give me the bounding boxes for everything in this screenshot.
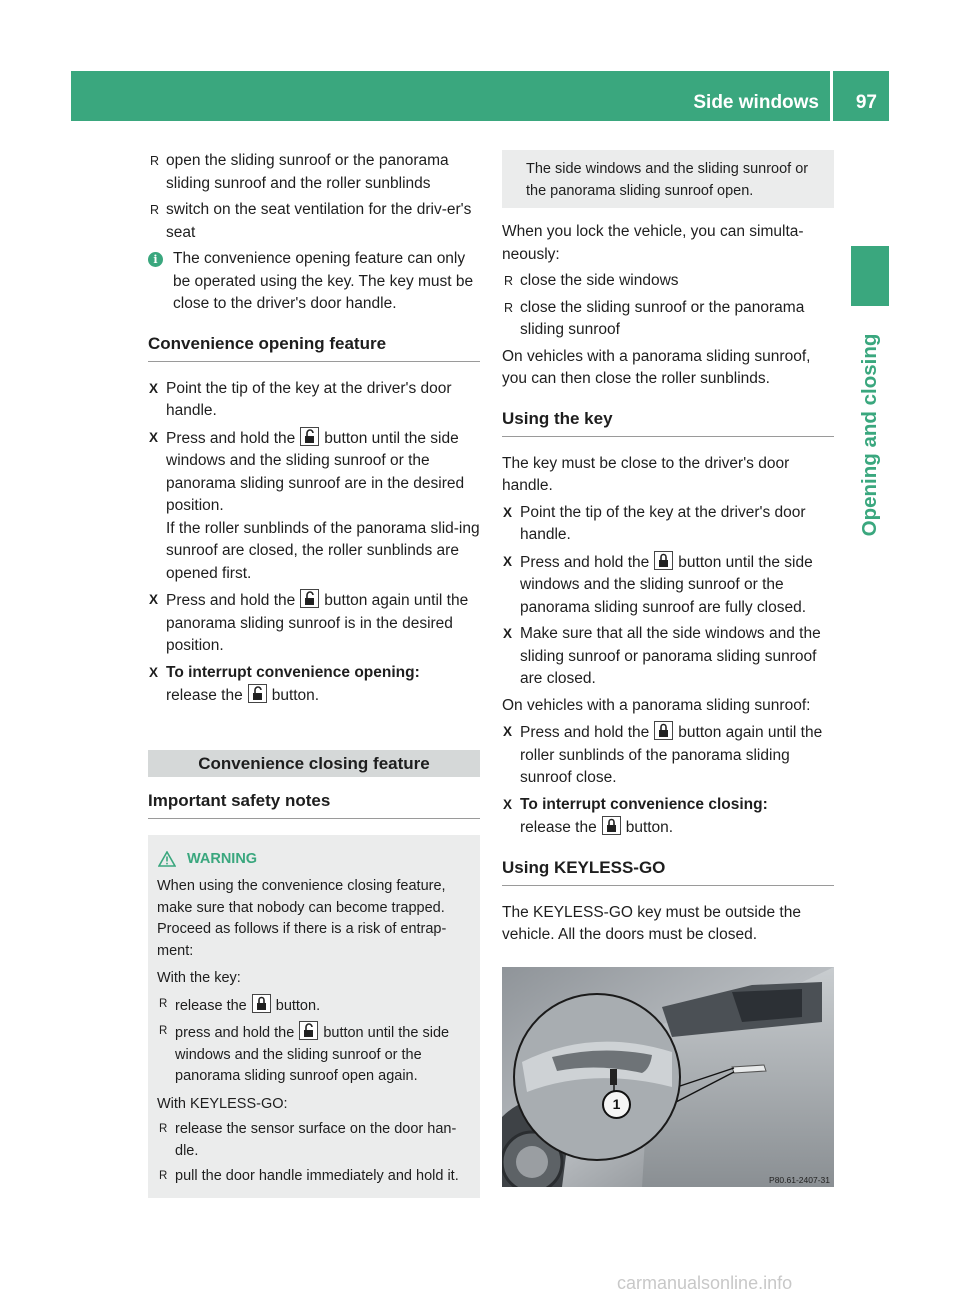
door-handle-photo — [502, 967, 834, 1187]
key-heading: Using the key — [502, 407, 834, 437]
image-code: P80.61-2407-31 — [769, 1174, 830, 1185]
step-item — [148, 427, 480, 586]
result-note-box: The side windows and the sliding sunroof or the panorama sliding sunroof open. — [502, 150, 834, 208]
step-text: button until the side windows and the sliding sunroof or the panorama sliding sunroof are fully closed. — [520, 553, 813, 616]
list-text: release the — [175, 997, 247, 1014]
info-note — [148, 248, 480, 316]
list-item: R release the sensor surface on the door han-dle. — [157, 1119, 473, 1162]
list-item — [157, 1021, 473, 1088]
step-item — [148, 589, 480, 658]
car-door-illustration — [502, 967, 834, 1187]
list-item: R switch on the seat ventilation for the driv-er's seat — [148, 199, 480, 244]
right-column — [502, 150, 834, 1187]
step-text: button. — [271, 687, 320, 704]
header-divider — [830, 71, 833, 121]
list-text: button. — [275, 997, 321, 1014]
lock-icon — [252, 994, 271, 1013]
page-header — [71, 71, 889, 121]
chapter-tab — [846, 320, 894, 550]
step-item: X Point the tip of the key at the driver's door handle. — [502, 502, 834, 547]
closing-heading: Convenience closing feature — [148, 750, 480, 777]
list-text: button until the side windows and the sliding sunroof or the panorama sliding sunroof open again. — [175, 1025, 450, 1084]
step-text: button again until the panorama sliding sunroof is in the desired position. — [166, 592, 469, 654]
warning-label: WARNING — [187, 850, 258, 867]
warning-box — [148, 835, 480, 1198]
left-column — [148, 150, 480, 1198]
warning-triangle-icon — [158, 851, 176, 875]
footer-watermark[interactable]: carmanualsonline.info — [617, 1273, 793, 1293]
step-text: Press and hold the — [166, 592, 296, 609]
unlock-icon — [300, 589, 319, 608]
list-item: R close the sliding sunroof or the panorama sliding sunroof — [502, 297, 834, 342]
warning-text: When using the convenience closing feature, make sure that nobody can become trapped. Proceed as follows if there is a risk of entrap-ment: — [157, 878, 447, 959]
step-text: Press and hold the — [520, 724, 650, 741]
step-item — [502, 794, 834, 840]
keyless-intro: The KEYLESS-GO key must be outside the vehicle. All the doors must be closed. — [502, 903, 801, 943]
panorama-note: On vehicles with a panorama sliding sunroof, you can then close the roller sunblinds. — [502, 347, 811, 387]
step-text: button until the side windows and the sliding sunroof or the panorama sliding sunroof are in the desired position. — [166, 429, 465, 514]
info-note-text: The convenience opening feature can only be operated using the key. The key must be close to the driver's door handle. — [173, 250, 474, 312]
panorama-intro: On vehicles with a panorama sliding sunroof: — [502, 696, 811, 714]
keyless-heading: Using KEYLESS-GO — [502, 856, 834, 886]
unlock-icon — [299, 1021, 318, 1040]
page-number: 97 — [855, 92, 877, 113]
chapter-title: Opening and closing — [857, 333, 881, 537]
key-intro: The key must be close to the driver's door handle. — [502, 454, 790, 494]
step-item — [502, 721, 834, 790]
list-text: press and hold the — [175, 1025, 295, 1041]
step-item — [148, 662, 480, 708]
unlock-icon — [248, 684, 267, 703]
step-item: X Point the tip of the key at the driver's door handle. — [148, 378, 480, 423]
lock-intro: When you lock the vehicle, you can simulta-neously: — [502, 223, 804, 263]
list-item — [157, 994, 473, 1018]
unlock-icon — [300, 427, 319, 446]
warning-subhead: With KEYLESS-GO: — [157, 1095, 288, 1112]
chapter-marker — [851, 246, 889, 306]
step-title: To interrupt convenience opening: — [166, 663, 420, 681]
lock-icon — [654, 551, 673, 570]
step-item: X Make sure that all the side windows and the sliding sunroof or panorama sliding sunroof are closed. — [502, 623, 834, 691]
step-text: Press and hold the — [166, 429, 296, 447]
section-title: Side windows — [693, 92, 819, 113]
lock-icon — [602, 816, 621, 835]
step-text: release the — [166, 687, 243, 704]
step-text: If the roller sunblinds of the panorama slid-ing sunroof are closed, the roller sunblinds are opened first. — [166, 519, 480, 582]
warning-subhead: With the key: — [157, 970, 241, 986]
safety-heading: Important safety notes — [148, 789, 480, 819]
list-item: R open the sliding sunroof or the panorama sliding sunroof and the roller sunblinds — [148, 150, 480, 195]
step-text: Press and hold the — [520, 553, 650, 571]
warning-title — [157, 849, 473, 871]
list-item: R close the side windows — [502, 270, 834, 293]
list-item: R pull the door handle immediately and hold it. — [157, 1166, 473, 1188]
lock-icon — [654, 721, 673, 740]
step-text: button. — [625, 819, 674, 836]
step-title: To interrupt convenience closing: — [520, 795, 768, 813]
callout-1: 1 — [602, 1090, 631, 1119]
step-item — [502, 551, 834, 620]
step-text: release the — [520, 819, 597, 836]
info-icon: i — [148, 252, 163, 267]
opening-heading: Convenience opening feature — [148, 332, 480, 362]
step-text: button again until the roller sunblinds of the panorama sliding sunroof close. — [520, 724, 823, 786]
